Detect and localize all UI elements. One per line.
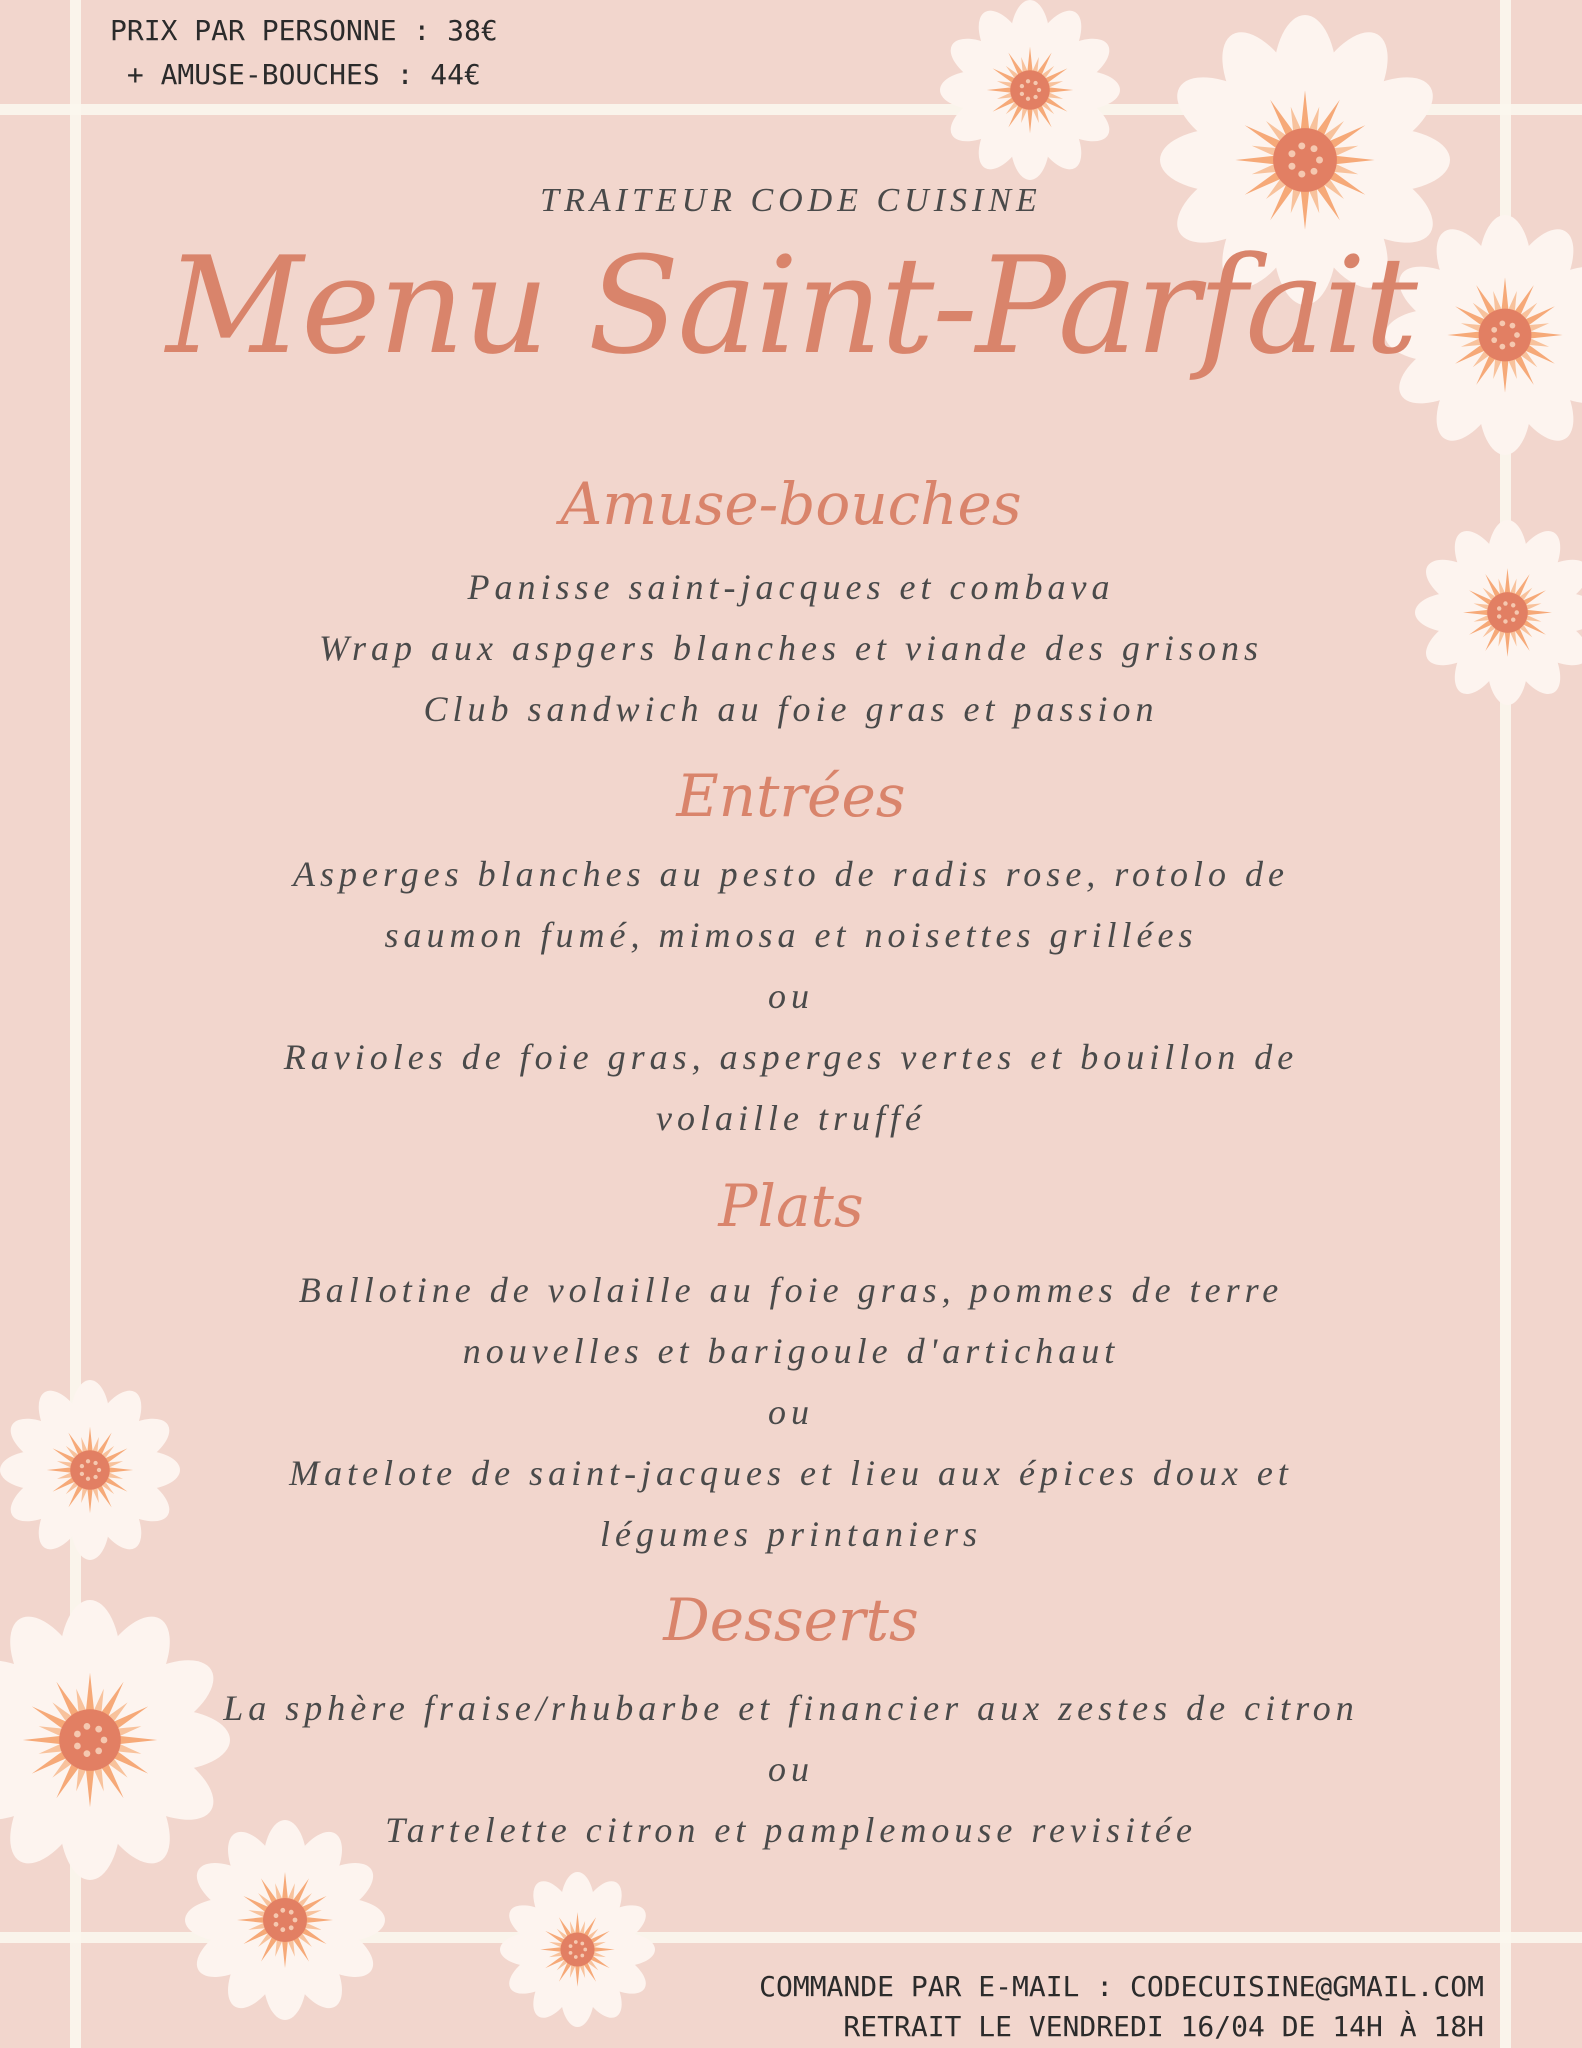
section-title-desserts: Desserts [663,1586,919,1654]
menu-item: La sphère fraise/rhubarbe et financier aux zestes de citron [223,1688,1359,1728]
menu-item: volaille truffé [656,1098,926,1138]
menu-item-separator: ou [768,1749,814,1789]
menu-item-separator: ou [768,1392,814,1432]
menu-item: Ballotine de volaille au foie gras, pommes de terre [298,1270,1284,1310]
menu-item-separator: ou [768,976,814,1016]
price-per-person: PRIX PAR PERSONNE : 38€ [110,14,498,47]
daisy-flower-icon [500,1872,655,2027]
price-with-amuse-bouches: + AMUSE-BOUCHES : 44€ [110,58,481,91]
menu-item: saumon fumé, mimosa et noisettes grillées [384,915,1198,955]
order-by-email: COMMANDE PAR E-MAIL : CODECUISINE@GMAIL.COM [759,1970,1484,2003]
pickup-info: RETRAIT LE VENDREDI 16/04 DE 14H À 18H [843,2010,1484,2043]
menu-item: légumes printaniers [600,1514,982,1554]
menu-item: Club sandwich au foie gras et passion [423,689,1159,729]
menu-item: nouvelles et barigoule d'artichaut [462,1331,1120,1371]
menu-item: Matelote de saint-jacques et lieu aux épices doux et [289,1453,1293,1493]
menu-item: Asperges blanches au pesto de radis rose, rotolo de [293,854,1289,894]
daisy-flower-icon [1415,520,1582,705]
section-title-amuse-bouches: Amuse-bouches [560,470,1022,538]
menu-item: Tartelette citron et pamplemouse revisitée [385,1810,1197,1850]
section-title-plats: Plats [718,1172,864,1240]
caterer-name: TRAITEUR CODE CUISINE [540,182,1042,219]
menu-item: Panisse saint-jacques et combava [467,567,1115,607]
menu-title: Menu Saint-Parfait [166,228,1416,384]
daisy-flower-icon [940,0,1120,180]
section-title-entrees: Entrées [676,762,906,830]
menu-item: Wrap aux aspgers blanches et viande des grisons [319,628,1263,668]
menu-item: Ravioles de foie gras, asperges vertes et bouillon de [283,1037,1299,1077]
